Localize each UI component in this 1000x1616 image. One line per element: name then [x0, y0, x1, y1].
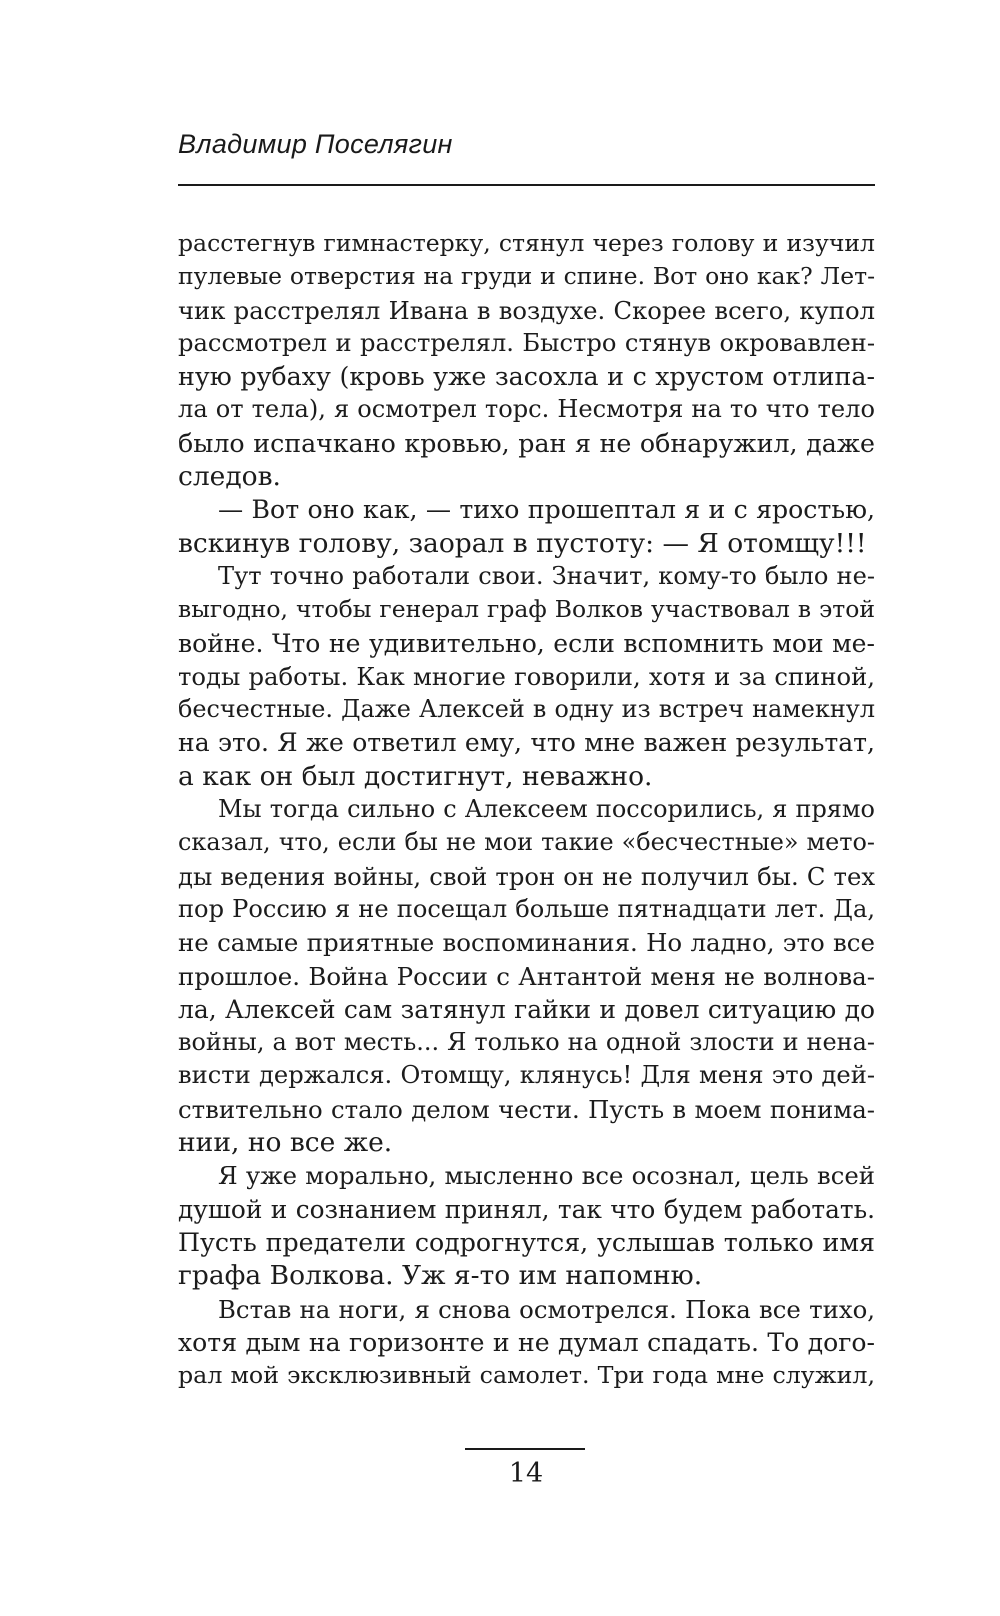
text-line: Пусть предатели содрогнутся, услышав только имя: [178, 1227, 875, 1257]
footer-rule: [465, 1448, 585, 1450]
text-line: ла, Алексей сам затянул гайки и довел ситуацию до: [178, 994, 875, 1024]
text-line: Тут точно работали свои. Значит, кому-то было не-: [218, 561, 875, 590]
text-line: на это. Я же ответил ему, что мне важен результат,: [178, 728, 875, 758]
text-line: вскинув голову, заорал в пустоту: — Я отомщу!!!: [178, 527, 867, 559]
text-line: хотя дым на горизонте и не думал спадать. То дого-: [178, 1327, 875, 1357]
text-line: рал мой эксклюзивный самолет. Три года мне служил,: [178, 1361, 875, 1390]
text-line: было испачкано кровью, ран я не обнаружил, даже: [178, 428, 875, 458]
text-line: войне. Что не удивительно, если вспомнить мои ме-: [178, 628, 875, 658]
text-line: ную рубаху (кровь уже засохла и с хрустом отлипа-: [178, 361, 875, 392]
text-line: ды ведения войны, свой трон он не получил бы. С тех: [178, 861, 875, 891]
body-text: [178, 227, 875, 1392]
text-line: чик расстрелял Ивана в воздухе. Скорее всего, купол: [178, 295, 875, 325]
text-line: ствительно стало делом чести. Пусть в моем понима-: [178, 1094, 875, 1124]
text-line: расстегнув гимнастерку, стянул через голову и изучил: [178, 229, 875, 257]
running-head-author: Владимир Поселягин: [178, 129, 453, 159]
page-number: 14: [508, 1458, 544, 1489]
header-rule: [178, 184, 875, 186]
text-line: рассмотрел и расстрелял. Быстро стянув окровавлен-: [178, 328, 875, 357]
text-line: не самые приятные воспоминания. Но ладно, это все: [178, 928, 875, 958]
text-line: висти держался. Отомщу, клянусь! Для меня это дей-: [178, 1061, 875, 1090]
text-line: сказал, что, если бы не мои такие «бесчестные» мето-: [178, 828, 875, 857]
text-line: душой и сознанием принял, так что будем работать.: [178, 1194, 875, 1224]
text-line: нии, но все же.: [178, 1127, 393, 1159]
text-line: ла от тела), я осмотрел торс. Несмотря на то что тело: [178, 395, 875, 424]
text-line: Я уже морально, мысленно все осознал, цель всей: [218, 1161, 875, 1191]
text-line: Мы тогда сильно с Алексеем поссорились, я прямо: [218, 795, 875, 824]
text-line: тоды работы. Как многие говорили, хотя и за спиной,: [178, 661, 875, 691]
text-line: пор Россию я не посещал больше пятнадцати лет. Да,: [178, 894, 875, 923]
text-line: бесчестные. Даже Алексей в одну из встреч намекнул: [178, 695, 875, 724]
text-line: следов.: [178, 461, 281, 493]
text-line: Встав на ноги, я снова осмотрелся. Пока все тихо,: [218, 1294, 875, 1324]
text-line: войны, а вот месть... Я только на одной злости и нена-: [178, 1028, 875, 1057]
text-line: пулевые отверстия на груди и спине. Вот оно как? Лет-: [178, 262, 875, 291]
text-line: — Вот оно как, — тихо прошептал я и с яростью,: [218, 495, 875, 525]
text-line: прошлое. Война России с Антантой меня не волнова-: [178, 961, 875, 991]
text-line: а как он был достигнут, неважно.: [178, 760, 653, 792]
text-line: графа Волкова. Уж я-то им напомню.: [178, 1260, 703, 1292]
text-line: выгодно, чтобы генерал граф Волков участвовал в этой: [178, 595, 875, 624]
